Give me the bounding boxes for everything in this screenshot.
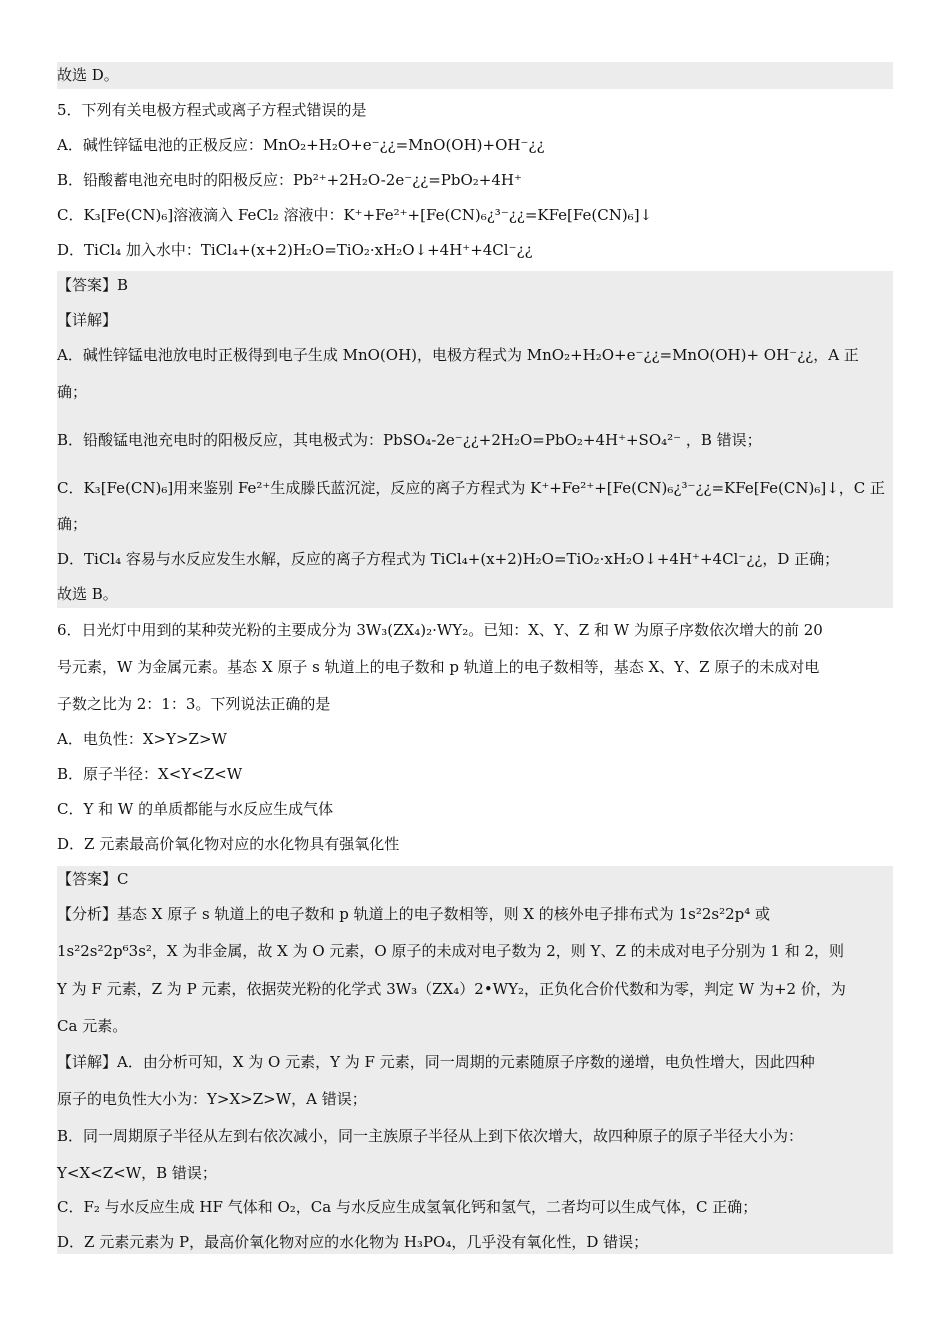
- question-6-option-b: B．原子半径：X<Y<Z<W: [57, 765, 243, 783]
- analysis-line: 【分析】基态 X 原子 s 轨道上的电子数和 p 轨道上的电子数相等，则 X 的核外电子排布式为 1s²2s²2p⁴ 或: [57, 905, 771, 923]
- explanation-line: 原子的电负性大小为：Y>X>Z>W，A 错误；: [57, 1090, 367, 1108]
- analysis-line: 1s²2s²2p⁶3s²，X 为非金属，故 X 为 O 元素，O 原子的未成对电子数为 2，则 Y、Z 的未成对电子分别为 1 和 2，则: [57, 942, 845, 960]
- analysis-line: Y 为 F 元素，Z 为 P 元素，依据荧光粉的化学式 3W₃（ZX₄）2•WY₂，正负化合价代数和为零，判定 W 为+2 价，为: [57, 980, 846, 998]
- answer-label: 【答案】C: [57, 870, 129, 888]
- question-6-option-c: C．Y 和 W 的单质都能与水反应生成气体: [57, 800, 334, 818]
- explanation-line: 确；: [57, 515, 88, 533]
- explanation-line: C．F₂ 与水反应生成 HF 气体和 O₂，Ca 与水反应生成氢氧化钙和氢气，二者均可以生成气体，C 正确；: [57, 1198, 758, 1216]
- text-line: 故选 D。: [57, 66, 119, 84]
- answer-label: 【答案】B: [57, 276, 129, 294]
- explanation-label: 【详解】: [57, 311, 118, 329]
- question-5-option-b: B．铅酸蓄电池充电时的阳极反应：Pb²⁺+2H₂O-2e⁻¿¿=PbO₂+4H⁺: [57, 171, 522, 189]
- question-6-option-a: A．电负性：X>Y>Z>W: [57, 730, 227, 748]
- question-6-stem: 号元素，W 为金属元素。基态 X 原子 s 轨道上的电子数和 p 轨道上的电子数相等，基态 X、Y、Z 原子的未成对电: [57, 658, 820, 676]
- explanation-line: B．同一周期原子半径从左到右依次减小，同一主族原子半径从上到下依次增大，故四种原子的原子半径大小为：: [57, 1127, 804, 1145]
- question-6-option-d: D．Z 元素最高价氧化物对应的水化物具有强氧化性: [57, 835, 400, 853]
- explanation-line: D．TiCl₄ 容易与水反应发生水解，反应的离子方程式为 TiCl₄+(x+2)H₂O=TiO₂·xH₂O↓+4H⁺+4Cl⁻¿¿，D 正确；: [57, 550, 840, 568]
- question-6-stem: 6．日光灯中用到的某种荧光粉的主要成分为 3W₃(ZX₄)₂·WY₂。已知：X、Y、Z 和 W 为原子序数依次增大的前 20: [57, 621, 823, 639]
- explanation-line: Y<X<Z<W，B 错误；: [57, 1164, 217, 1182]
- explanation-line: 故选 B。: [57, 585, 118, 603]
- question-5-option-d: D．TiCl₄ 加入水中：TiCl₄+(x+2)H₂O=TiO₂·xH₂O↓+4H⁺+4Cl⁻¿¿: [57, 241, 533, 259]
- explanation-line: 【详解】A．由分析可知，X 为 O 元素，Y 为 F 元素，同一周期的元素随原子序数的递增，电负性增大，因此四种: [57, 1053, 815, 1071]
- explanation-line: B．铅酸锰电池充电时的阳极反应，其电极式为：PbSO₄-2e⁻¿¿+2H₂O=PbO₂+4H⁺+SO₄²⁻ ，B 错误；: [57, 431, 762, 449]
- analysis-line: Ca 元素。: [57, 1017, 128, 1035]
- explanation-line: D．Z 元素元素为 P，最高价氧化物对应的水化物为 H₃PO₄，几乎没有氧化性，D 错误；: [57, 1233, 649, 1251]
- explanation-line: C．K₃[Fe(CN)₆]用来鉴别 Fe²⁺生成滕氏蓝沉淀，反应的离子方程式为 K⁺+Fe²⁺+[Fe(CN)₆¿³⁻¿¿=KFe[Fe(CN)₆]↓，C 正: [57, 479, 886, 497]
- question-5-option-a: A．碱性锌锰电池的正极反应：MnO₂+H₂O+e⁻¿¿=MnO(OH)+OH⁻¿¿: [57, 136, 545, 154]
- question-6-stem: 子数之比为 2：1：3。下列说法正确的是: [57, 695, 331, 713]
- explanation-line: 确；: [57, 383, 88, 401]
- explanation-line: A．碱性锌锰电池放电时正极得到电子生成 MnO(OH)，电极方程式为 MnO₂+H₂O+e⁻¿¿=MnO(OH)+ OH⁻¿¿，A 正: [57, 346, 859, 364]
- question-5-option-c: C．K₃[Fe(CN)₆]溶液滴入 FeCl₂ 溶液中：K⁺+Fe²⁺+[Fe(CN)₆¿³⁻¿¿=KFe[Fe(CN)₆]↓: [57, 206, 653, 224]
- question-5-stem: 5．下列有关电极方程式或离子方程式错误的是: [57, 101, 367, 119]
